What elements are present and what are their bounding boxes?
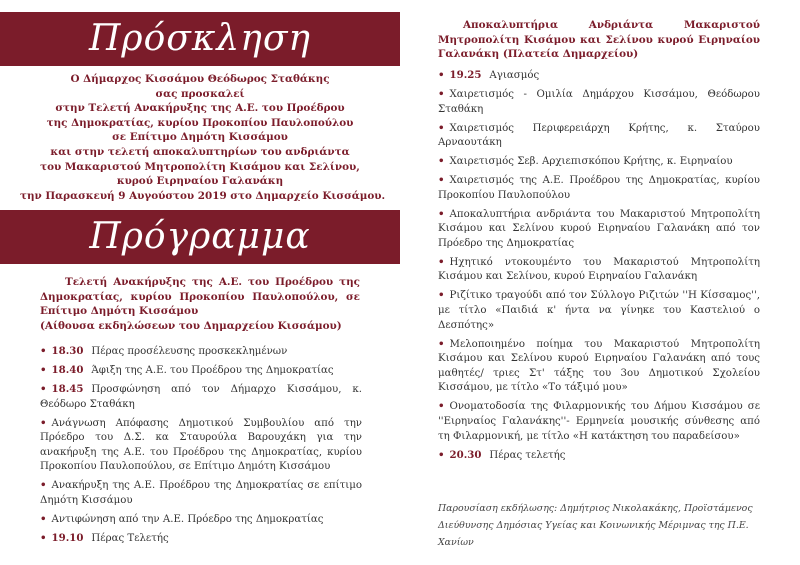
ceremony-venue: (Αίθουσα εκδηλώσεων του Δημαρχείου Κισσάμου) (40, 319, 342, 332)
agenda-text: Ηχητικό ντοκουμέντο του Μακαριστού Μητροπολίτη Κισάμου και Σελίνου, κυρού Ειρηναίου Γαλανάκη (438, 256, 760, 283)
agenda-text: Προσφώνηση από τον Δήμαρχο Κισσάμου, κ. Θεόδωρο Σταθάκη (40, 383, 362, 410)
agenda-item (438, 255, 760, 285)
bullet-icon: • (438, 289, 445, 302)
agenda-item (438, 154, 760, 170)
invitation-line: και στην τελετή αποκαλυπτηρίων του ανδριάντα (50, 145, 350, 158)
ceremony-agenda (40, 344, 362, 550)
agenda-item (438, 68, 760, 84)
bullet-icon: • (40, 512, 47, 525)
agenda-time: 19.25 (449, 69, 482, 81)
invitation-line: στην Τελετή Ανακήρυξης της Α.Ε. του Προέδρου (55, 102, 345, 115)
agenda-text: Ανάγνωση Απόφασης Δημοτικού Συμβουλίου από την Πρόεδρο του Δ.Σ. κα Σταυρούλα Βαρουχάκη για την ανακήρυξη της Α.Ε. του Προέδρου της Δημοκρατίας, κυρίου Προκοπίου Παυλοπούλου, σε Επίτιμο Δημότη Κισσάμου (40, 417, 362, 473)
presenter-note: Παρουσίαση εκδήλωσης: Δημήτριος Νικολακάκης, Προϊστάμενος Διεύθυνσης Δημόσιας Υγείας και Κοινωνικής Μέριμνας της Π.Ε. Χανίων (438, 503, 753, 548)
agenda-time: 18.40 (51, 363, 84, 376)
invitation-banner: Πρόσκληση (0, 12, 400, 66)
agenda-text: Ανακήρυξη της Α.Ε. Προέδρου της Δημοκρατίας σε επίτιμο Δημότη Κισσάμου (40, 480, 362, 506)
invitation-line: Ο Δήμαρχος Κισσάμου Θεόδωρος Σταθάκης (70, 73, 330, 85)
agenda-text: Χαιρετισμός της Α.Ε. Προέδρου της Δημοκρατίας, κυρίου Προκοπίου Παυλοπούλου (438, 175, 760, 201)
bullet-icon: • (40, 345, 47, 357)
ceremony-heading (40, 275, 360, 333)
agenda-text: Αποκαλυπτήρια ανδριάντα του Μακαριστού Μητροπολίτη Κισάμου και Σελίνου κυρού Ειρηναίου Γαλανάκη από τον Πρόεδρο της Δημοκρατίας (438, 208, 760, 249)
program-banner: Πρόγραμμα (0, 210, 400, 264)
ceremony-heading-text: Τελετή Ανακήρυξης της Α.Ε. του Προέδρου της Δημοκρατίας, κυρίου Προκοπίου Παυλοπούλου, σε Επίτιμο Δημότη Κισσάμου (40, 276, 360, 318)
agenda-item (40, 416, 362, 475)
agenda-item (438, 207, 760, 252)
bullet-icon: • (438, 155, 445, 168)
unveiling-agenda (438, 68, 760, 467)
invitation-line: σας προσκαλεί (155, 87, 245, 100)
agenda-text: Αντιφώνηση από την Α.Ε. Πρόεδρο της Δημοκρατίας (51, 513, 324, 525)
agenda-item (40, 478, 362, 508)
agenda-item (438, 399, 760, 444)
bullet-icon: • (438, 337, 445, 350)
invitation-line: σε Επίτιμο Δημότη Κισσάμου (112, 131, 288, 144)
bullet-icon: • (40, 531, 47, 544)
bullet-icon: • (438, 69, 445, 81)
agenda-item (40, 531, 362, 547)
bullet-icon: • (438, 400, 445, 413)
bullet-icon: • (438, 207, 445, 220)
invitation-line: της Δημοκρατίας, κυρίου Προκοπίου Παυλοπούλου (46, 116, 354, 129)
bullet-icon: • (40, 363, 47, 376)
agenda-time: 19.10 (51, 531, 84, 544)
agenda-text: Χαιρετισμός - Ομιλία Δημάρχου Κισσάμου, Θεόδωρου Σταθάκη (438, 88, 760, 115)
agenda-text: Άφιξη της Α.Ε. του Προέδρου της Δημοκρατίας (91, 364, 334, 376)
bullet-icon: • (40, 382, 47, 395)
unveiling-heading-text: Αποκαλυπτήρια Ανδριάντα Μακαριστού Μητροπολίτη Κισάμου και Σελίνου κυρού Ειρηναίου Γαλανάκη (Πλατεία Δημαρχείου) (438, 19, 760, 61)
bullet-icon: • (40, 416, 47, 429)
invitation-line: του Μακαριστού Μητροπολίτη Κισάμου και Σελίνου, (40, 160, 360, 173)
unveiling-heading (438, 18, 760, 62)
agenda-text: Ριζίτικο τραγούδι από τον Σύλλογο Ριζιτών ''Η Κίσσαμος'', με τίτλο «Παιδιά κ' ήντα να γίνηκε του Καστελιού ο Δεσπότης» (438, 290, 760, 331)
agenda-item (40, 344, 362, 360)
bullet-icon: • (438, 121, 445, 134)
bullet-icon: • (438, 448, 445, 461)
agenda-text: Πέρας τελετής (489, 449, 566, 461)
agenda-text: Χαιρετισμός Σεβ. Αρχιεπισκόπου Κρήτης, κ. Ειρηναίου (449, 156, 733, 168)
bullet-icon: • (40, 479, 47, 492)
agenda-time: 20.30 (449, 448, 482, 461)
agenda-time: 18.45 (51, 382, 84, 395)
agenda-text: Χαιρετισμός Περιφερειάρχη Κρήτης, κ. Σταύρου Αρναουτάκη (438, 122, 760, 149)
agenda-text: Πέρας Τελετής (91, 532, 169, 544)
agenda-text: Αγιασμός (489, 70, 540, 81)
agenda-item (438, 173, 760, 203)
agenda-text: Ονοματοδοσία της Φιλαρμονικής του Δήμου Κισσάμου σε ''Ειρηναίος Γαλανάκης''- Ερμηνεία μουσικής σύνθεσης από τη Φιλαρμονική, με τίτλο «Η κατάκτηση του παραδείσου» (438, 401, 760, 442)
agenda-item (40, 363, 362, 379)
agenda-item (438, 288, 760, 333)
invitation-line: την Παρασκευή 9 Αυγούστου 2019 στο Δημαρχείο Κισσάμου. (20, 189, 386, 202)
bullet-icon: • (438, 255, 445, 268)
agenda-item (438, 87, 760, 117)
agenda-item (438, 337, 760, 396)
agenda-item (438, 121, 760, 151)
agenda-item (40, 382, 362, 412)
agenda-item (438, 448, 760, 464)
agenda-text: Μελοποιημένο ποίημα του Μακαριστού Μητροπολίτη Κισάμου και Σελίνου κυρού Ειρηναίου Γαλανάκη από τους μαθητές/ τριες Στ' τάξης του 3ου Δημοτικού Σχολείου Κισσάμου, με τίτλο «Το τάξιμό μου» (438, 338, 760, 394)
invitation-line: κυρού Ειρηναίου Γαλανάκη (116, 175, 284, 188)
agenda-item (40, 512, 362, 528)
bullet-icon: • (438, 174, 445, 187)
agenda-time: 18.30 (51, 345, 84, 357)
invitation-text (20, 72, 386, 203)
agenda-text: Πέρας προσέλευσης προσκεκλημένων (91, 346, 288, 357)
bullet-icon: • (438, 87, 445, 100)
